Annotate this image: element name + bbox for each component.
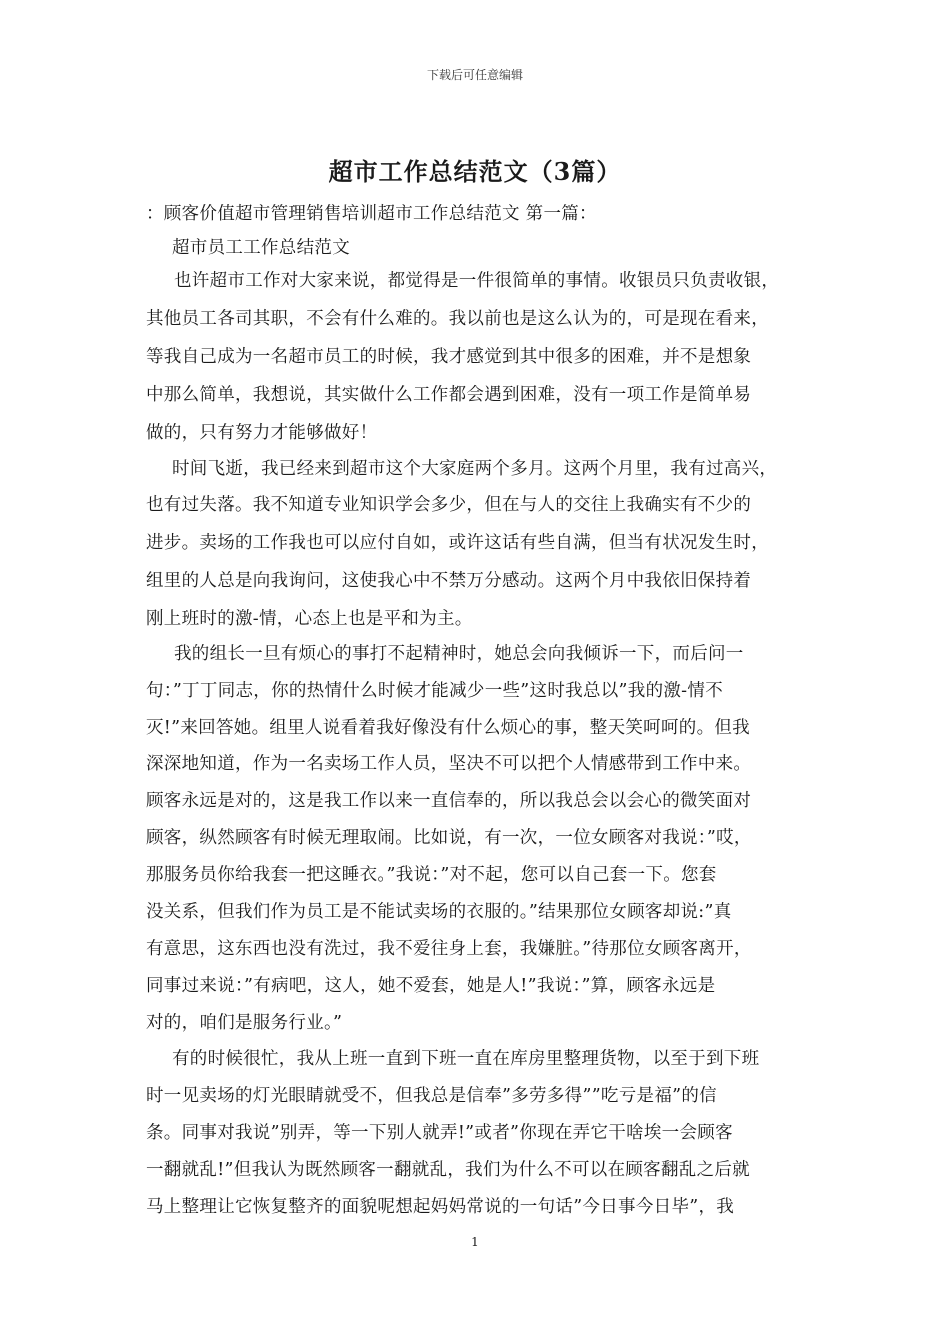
body-line: 组里的人总是向我询问，这使我心中不禁万分感动。这两个月中我依旧保持着 <box>146 571 752 591</box>
body-line: 那服务员你给我套一把这睡衣。”我说：”对不起，您可以自己套一下。您套 <box>146 865 717 885</box>
body-line: 同事过来说：”有病吧，这人，她不爱套，她是人!”我说：”算，顾客永远是 <box>146 976 716 996</box>
body-line: 有的时候很忙，我从上班一直到下班一直在库房里整理货物，以至于到下班 <box>172 1049 760 1069</box>
body-line: 灭!”来回答她。组里人说看着我好像没有什么烦心的事，整天笑呵呵的。但我 <box>146 718 750 738</box>
body-line: 马上整理让它恢复整齐的面貌呢想起妈妈常说的一句话”今日事今日毕”，我 <box>146 1197 735 1217</box>
body-line: 顾客永远是对的，这是我工作以来一直信奉的，所以我总会以会心的微笑面对 <box>146 791 752 811</box>
body-line: 也有过失落。我不知道专业知识学会多少，但在与人的交往上我确实有不少的 <box>146 495 752 515</box>
body-line: 等我自己成为一名超市员工的时候，我才感觉到其中很多的困难，并不是想象 <box>146 347 752 367</box>
page-header-note: 下载后可任意编辑 <box>426 68 523 82</box>
body-line: 深深地知道，作为一名卖场工作人员，坚决不可以把个人情感带到工作中来。 <box>146 754 752 774</box>
body-line: 进步。卖场的工作我也可以应付自如，或许这话有些自满，但当有状况发生时， <box>146 533 769 553</box>
body-line: 对的，咱们是服务行业。” <box>146 1013 343 1033</box>
body-line: 时间飞逝，我已经来到超市这个大家庭两个多月。这两个月里，我有过高兴， <box>172 459 778 479</box>
body-line: 没关系，但我们作为员工是不能试卖场的衣服的。”结果那位女顾客却说:”真 <box>146 902 732 922</box>
page-number: 1 <box>471 1235 479 1249</box>
document-title: 超市工作总结范文（3篇） <box>328 157 622 186</box>
body-line: 条。同事对我说”别弄，等一下别人就弄!”或者”你现在弄它干啥埃一会顾客 <box>146 1123 733 1143</box>
body-line: 我的组长一旦有烦心的事打不起精神时，她总会向我倾诉一下，而后问一 <box>174 644 744 664</box>
body-line: 做的，只有努力才能够做好！ <box>146 423 378 443</box>
body-line: ：顾客价值超市管理销售培训超市工作总结范文 第一篇： <box>146 204 597 224</box>
body-line: 其他员工各司其职，不会有什么难的。我以前也是这么认为的，可是现在看来， <box>146 309 769 329</box>
body-line: 刚上班时的激-情，心态上也是平和为主。 <box>146 609 473 629</box>
body-line: 顾客，纵然顾客有时候无理取闹。比如说，有一次，一位女顾客对我说：”哎， <box>146 828 752 848</box>
body-line: 也许超市工作对大家来说，都觉得是一件很简单的事情。收银员只负责收银， <box>174 271 780 291</box>
body-line: 一翻就乱!”但我认为既然顾客一翻就乱，我们为什么不可以在顾客翻乱之后就 <box>146 1160 750 1180</box>
body-line: 句：”丁丁同志，你的热情什么时候才能减少一些”这时我总以”我的激-情不 <box>146 681 723 701</box>
body-line: 中那么简单，我想说，其实做什么工作都会遇到困难，没有一项工作是简单易 <box>146 385 752 405</box>
body-line: 时一见卖场的灯光眼睛就受不，但我总是信奉”多劳多得””吃亏是福”的信 <box>146 1086 717 1106</box>
body-line: 超市员工工作总结范文 <box>172 238 350 258</box>
body-line: 有意思，这东西也没有洗过，我不爱往身上套，我嫌脏。”待那位女顾客离开， <box>146 939 752 959</box>
